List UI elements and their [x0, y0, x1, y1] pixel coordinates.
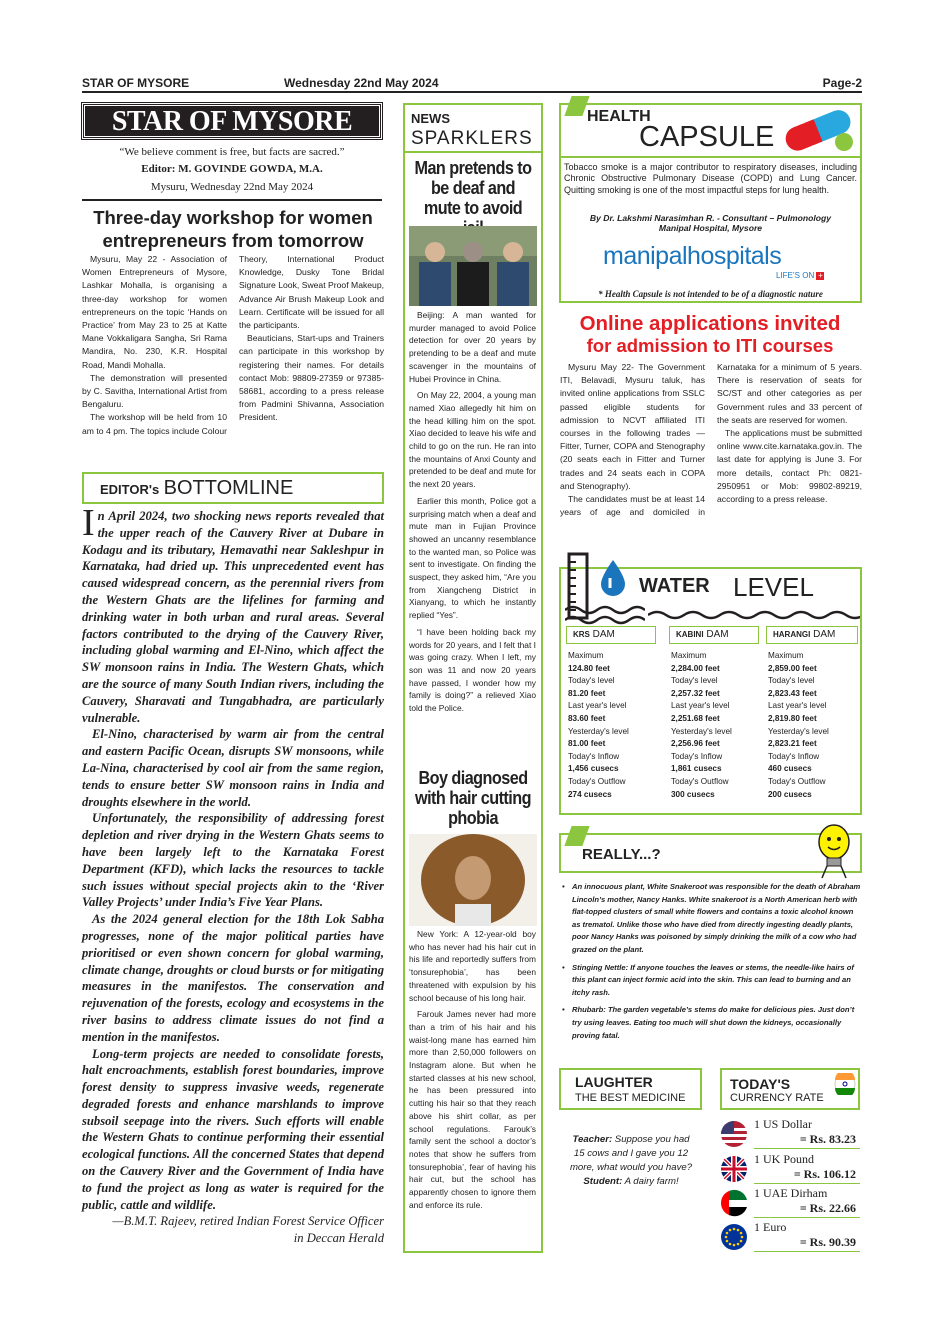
row-label: Today's level: [768, 676, 815, 686]
currency-rate: = Rs. 83.23: [799, 1132, 856, 1146]
health-text: Tobacco smoke is a major contributor to respiratory diseases, including Chronic Obstructive Pulmonary Disease (COPD) and Lung Cancer. Quitting smoking is one of the most impactful steps for lung health.: [564, 162, 857, 195]
iti-headline: Online applications invited for admission to ITI courses: [579, 312, 841, 356]
dam-values: [671, 650, 732, 801]
india-flag-icon: [834, 1073, 856, 1095]
currency-rate: = Rs. 22.66: [799, 1201, 856, 1215]
currency-unit: 1 US Dollar: [754, 1117, 812, 1131]
workshop-article: Mysuru, May 22 - Association of Women Entrepreneurs of Mysore, Lashkar Mohalla, is organising a three-day workshop for women entrepreneurs on the topic ‘Hands on Practice’ from May 23 to 25 at Katte Mane Vokkaligara Sangha, Sri Rama Mandira, No. 230, K.R. Hospital Road, Mandi Mohalla. The demonstration will presented by C. Savitha, International Artist from Bengaluru. The workshop will be held from 10 am to 4 pm. The topics include Colour Theory, International Product Knowledge, Dusky Tone Bridal Signature Look, Sweat Proof Makeup, Advance Air Brush Makeup Look and Learn. Certificate will be issued for all the participants. Beauticians, Start-ups and Trainers can participate in this workshop by registering their names. For details contact Mob: 98809-27359 or 97385-58681, according to a press release from Padmini Shivanna, Association President.: [82, 254, 384, 436]
story1-body: Beijing: A man wanted for murder managed to avoid Police detection for over 20 years by pretending to be a deaf and mute scavenger in the mountains of Hubei Province in China. On May 22, 2004, a young man named Xiao allegedly hit him on the head killing him on the spot. Xiao decided to leave his wife and child to go on the run. He ran into the mountains of Anxi County and pretended to be deaf and mute for the next 20 years. Earlier this month, Police got a surprising match when a deaf and mute man in Fujian Province showed an uncanny resemblance to the wanted man, so Police was sent to investigate. On finding the suspect, they asked him, “Are you from Xiangcheng District in Xianyang, to which he instantly replied “Yes”. “I have been holding back my words for 20 years, and I felt that I was going crazy. When I left, my son was 11 and now 20 years have passed, I wonder how my family is doing?” a relieved Xiao told the Police.: [409, 310, 536, 714]
row-value: 2,823.21 feet: [768, 739, 817, 749]
row-value: 2,819.80 feet: [768, 713, 817, 723]
editorial-body: In April 2024, two shocking news reports revealed that the upper reach of the Cauvery River at Dubare in Kodagu and its tributary, Hemavathi near Sakleshpur in Karnataka, had dried up. This unprecedented event has caused widespread concern, as the perennial rivers from the Western Ghats are the lifelines for farming and drinking water in both urban and rural areas. Several factors contributed to the drying of the Cauvery River, including global warming and El-Nino, which affect the SW monsoon rains in India. The Western Ghats, which are the source of many South Indian rivers, including the Cauvery, Sharavati and Tungabhadra, are particularly vulnerable. El-Nino, characterised by warm air from the central and eastern Pacific Ocean, disrupts SW monsoons, while La-Nina, characterised by cool air from the same region, tends to ensure better SW monsoon rains in India and droughts elsewhere in the world. Unfortunately, the responsibility of addressing forest depletion and river drying in the Western Ghats seems to have been largely left to the Karnataka Forest Department (KFD), which lacks the resources to tackle such issues without special projects akin to the ‘River Valley Projects’ under India’s Five Year Plans. As the 2024 general election for the 18th Lok Sabha progresses, none of the major political parties have prioritised or even shown concern for global warming, climate change, droughts or cloud bursts or for mitigating measures in the manifestos. The conservation and rejuvenation of the forests, ecology and ecosystems in the river basins to address climate issues do not find a mention in the manifestos. Long-term projects are needed to consolidate forests, halt encroachments, establish forest boundaries, improve forest density to suppress invasive weeds, regenerate degraded forests and enhance marshlands to improve subsoil seepage into the rivers. Such efforts will enable the Western Ghats to continue performing their essential ecological functions. All the concerned States that depend on the Cauvery River and the Government of India have to fund the project as long as water is required for the public, cattle and wildlife. —B.M.T. Rajeev, retired Indian Forest Service Officer in Deccan Herald: [82, 502, 384, 1246]
water-level-icon: [565, 548, 645, 628]
best-medicine-label: THE BEST MEDICINE: [575, 1092, 686, 1104]
workshop-headline: Three-day workshop for women entrepreneurs from tomorrow: [93, 207, 373, 251]
laughter-label: LAUGHTER: [575, 1074, 653, 1090]
laughter-joke: Teacher: Suppose you had 15 cows and I gave you 12 more, what would you have? Student: A dairy farm!: [569, 1134, 693, 1187]
row-value: 2,823.43 feet: [768, 688, 817, 698]
row-label: Today's level: [671, 676, 718, 686]
currency-rate: = Rs. 106.12: [793, 1167, 856, 1181]
really-list: [562, 881, 862, 1047]
masthead-title: STAR OF MYSORE: [82, 103, 382, 139]
page-header: [82, 75, 862, 93]
row-value: 300 cusecs: [671, 789, 715, 799]
water-label: WATER: [639, 575, 710, 597]
row-value: 2,257.32 feet: [671, 688, 720, 698]
uae-flag-icon: [720, 1189, 748, 1217]
fact-item: • Rhubarb: The garden vegetable’s stems do make for delicious pies. Just don’t try using leaves. Eating too much will shut down the kidneys, occasionally proving fatal.: [562, 1005, 855, 1040]
fact-item: • Stinging Nettle: If anyone touches the leaves or stems, the needle-like hairs of this plant can inject formic acid into the skin. This can lead to burning and an itchy rash.: [562, 962, 854, 997]
news-label: NEWS: [411, 111, 450, 126]
row-label: Today's Outflow: [568, 776, 626, 786]
level-label: LEVEL: [733, 572, 814, 602]
row-label: Maximum: [568, 651, 604, 660]
lightbulb-icon: [812, 822, 856, 880]
masthead-motto: “We believe comment is free, but facts are sacred.”: [119, 146, 345, 158]
issue-date: Wednesday 22nd May 2024: [284, 76, 439, 90]
paper-name: STAR OF MYSORE: [82, 76, 190, 90]
story2-headline: Boy diagnosed with hair cutting phobia: [415, 768, 531, 828]
row-value: 81.20 feet: [568, 688, 606, 698]
row-value: 1,861 cusecs: [671, 764, 722, 774]
editorial-label: EDITOR's BOTTOMLINE: [82, 472, 384, 504]
row-value: 460 cusecs: [768, 764, 812, 774]
currency-row: [720, 1186, 860, 1216]
currency-rate-label: CURRENCY RATE: [730, 1092, 824, 1104]
masthead-dateline: Mysuru, Wednesday 22nd May 2024: [150, 181, 314, 193]
health-note: * Health Capsule is not intended to be of a diagnostic nature: [598, 289, 823, 299]
health-label: HEALTH: [587, 108, 651, 125]
row-label: Today's Inflow: [568, 751, 620, 761]
row-value: 2,251.68 feet: [671, 713, 720, 723]
row-label: Last year's level: [768, 701, 827, 711]
row-label: Today's Inflow: [768, 751, 820, 761]
police-photo: [409, 226, 537, 306]
iti-article: Mysuru May 22- The Government ITI, Belavadi, Mysuru taluk, has invited online applications from SSLC passed eligible students for admission to NCVT affiliated ITI courses in the following trades — Fitter, Turner, COPA and Stenography (20 seats each in Fitter and Turner trades and 24 seats each in COPA and Stenography). The candidates must be at least 14 years of age and domiciled in Karnataka for a minimum of 5 years. There is reservation of seats for SC/ST and other categories as per Government rules and 33 percent of the seats are reserved for women. The applications must be submitted online www.cite.karnataka.gov.in. The last date for applying is June 3. For more details, contact Ph: 0821-2950951 or Mob: 99802-89219, according to a press release.: [560, 362, 862, 518]
row-label: Today's level: [568, 676, 615, 686]
dam-label: KRS DAM: [566, 626, 656, 644]
dam-label: KABINI DAM: [669, 626, 759, 644]
row-value: 2,284.00 feet: [671, 663, 720, 673]
currency-row: [720, 1117, 860, 1147]
capsule-pill-icon: [778, 104, 860, 156]
manipal-logo: manipalhospitals: [603, 242, 782, 270]
row-label: Maximum: [671, 651, 707, 660]
fact-item: • An innocuous plant, White Snakeroot was responsible for the death of Abraham Lincoln’s mother, Nancy Hanks. White snakeroot is a North American herb with flat-topped clusters of small white flowers and contains a toxic alcohol known as trematol. Unlike those who have died from directly ingesting deadly plants, poor Nancy Hanks was poisoned by simply drinking the milk of a cow who had grazed on the plant.: [562, 882, 861, 954]
wave-graphic: [648, 607, 860, 621]
dam-label: HARANGI DAM: [766, 626, 858, 644]
currency-rate: = Rs. 90.39: [799, 1235, 856, 1249]
uk-flag-icon: [720, 1155, 748, 1183]
currency-row: [720, 1152, 860, 1182]
really-label: REALLY...?: [582, 846, 661, 863]
row-value: 2,859.00 feet: [768, 663, 817, 673]
row-value: 124.80 feet: [568, 663, 610, 673]
row-value: 200 cusecs: [768, 789, 812, 799]
row-label: Today's Outflow: [768, 776, 826, 786]
row-value: 81.00 feet: [568, 739, 606, 749]
manipal-tagline: LIFE’S ON +: [776, 271, 823, 280]
currency-row: [720, 1220, 860, 1250]
dam-values: [768, 650, 829, 801]
row-label: Today's Inflow: [671, 751, 723, 761]
currency-unit: 1 UK Pound: [754, 1152, 815, 1166]
currency-unit: 1 UAE Dirham: [754, 1186, 828, 1200]
row-value: 83.60 feet: [568, 713, 606, 723]
row-label: Yesterday's level: [671, 726, 732, 736]
row-label: Yesterday's level: [568, 726, 629, 736]
row-value: 1,456 cusecs: [568, 764, 619, 774]
sparklers-label: SPARKLERS: [411, 128, 533, 149]
health-author: By Dr. Lakshmi Narasimhan R. - Consultant – Pulmonology Manipal Hospital, Mysore: [589, 213, 832, 233]
us-flag-icon: [720, 1120, 748, 1148]
story1-headline: Man pretends to be deaf and mute to avoid: [414, 158, 532, 218]
capsule-label: CAPSULE: [639, 121, 775, 153]
page-number: Page-2: [822, 76, 862, 90]
row-label: Maximum: [768, 651, 804, 660]
eu-flag-icon: [720, 1223, 748, 1251]
row-label: Today's Outflow: [671, 776, 729, 786]
row-label: Yesterday's level: [768, 726, 829, 736]
todays-label: TODAY'S: [730, 1076, 791, 1092]
dam-values: [568, 650, 629, 801]
boy-photo: [409, 834, 537, 926]
row-label: Last year's level: [568, 701, 627, 711]
currency-unit: 1 Euro: [754, 1220, 787, 1234]
story2-body: New York: A 12-year-old boy who has never had his hair cut in his life and reportedly suffers from ‘tonsurephobia’, has been threatened with expulsion by his school because of his long hair. Farouk James never had more than a trim of his hair and his waist-long mane has earned him more than 2,50,000 followers on Instagram alone. But when he started classes at his new school, he has been pressured into cutting his hair so that they reach above his shirt collar, as per school regulations. Farouk’s family sent the school a doctor’s notes that show he suffers from tonsurephobia’, fear of having his hair cut, but the school has apparently chosen to ignore them and enforce its rule.: [409, 929, 536, 1210]
divider: [82, 199, 382, 201]
row-value: 274 cusecs: [568, 789, 612, 799]
row-label: Last year's level: [671, 701, 730, 711]
masthead-editor: Editor: M. GOVINDE GOWDA, M.A.: [141, 163, 323, 175]
row-value: 2,256.96 feet: [671, 739, 720, 749]
